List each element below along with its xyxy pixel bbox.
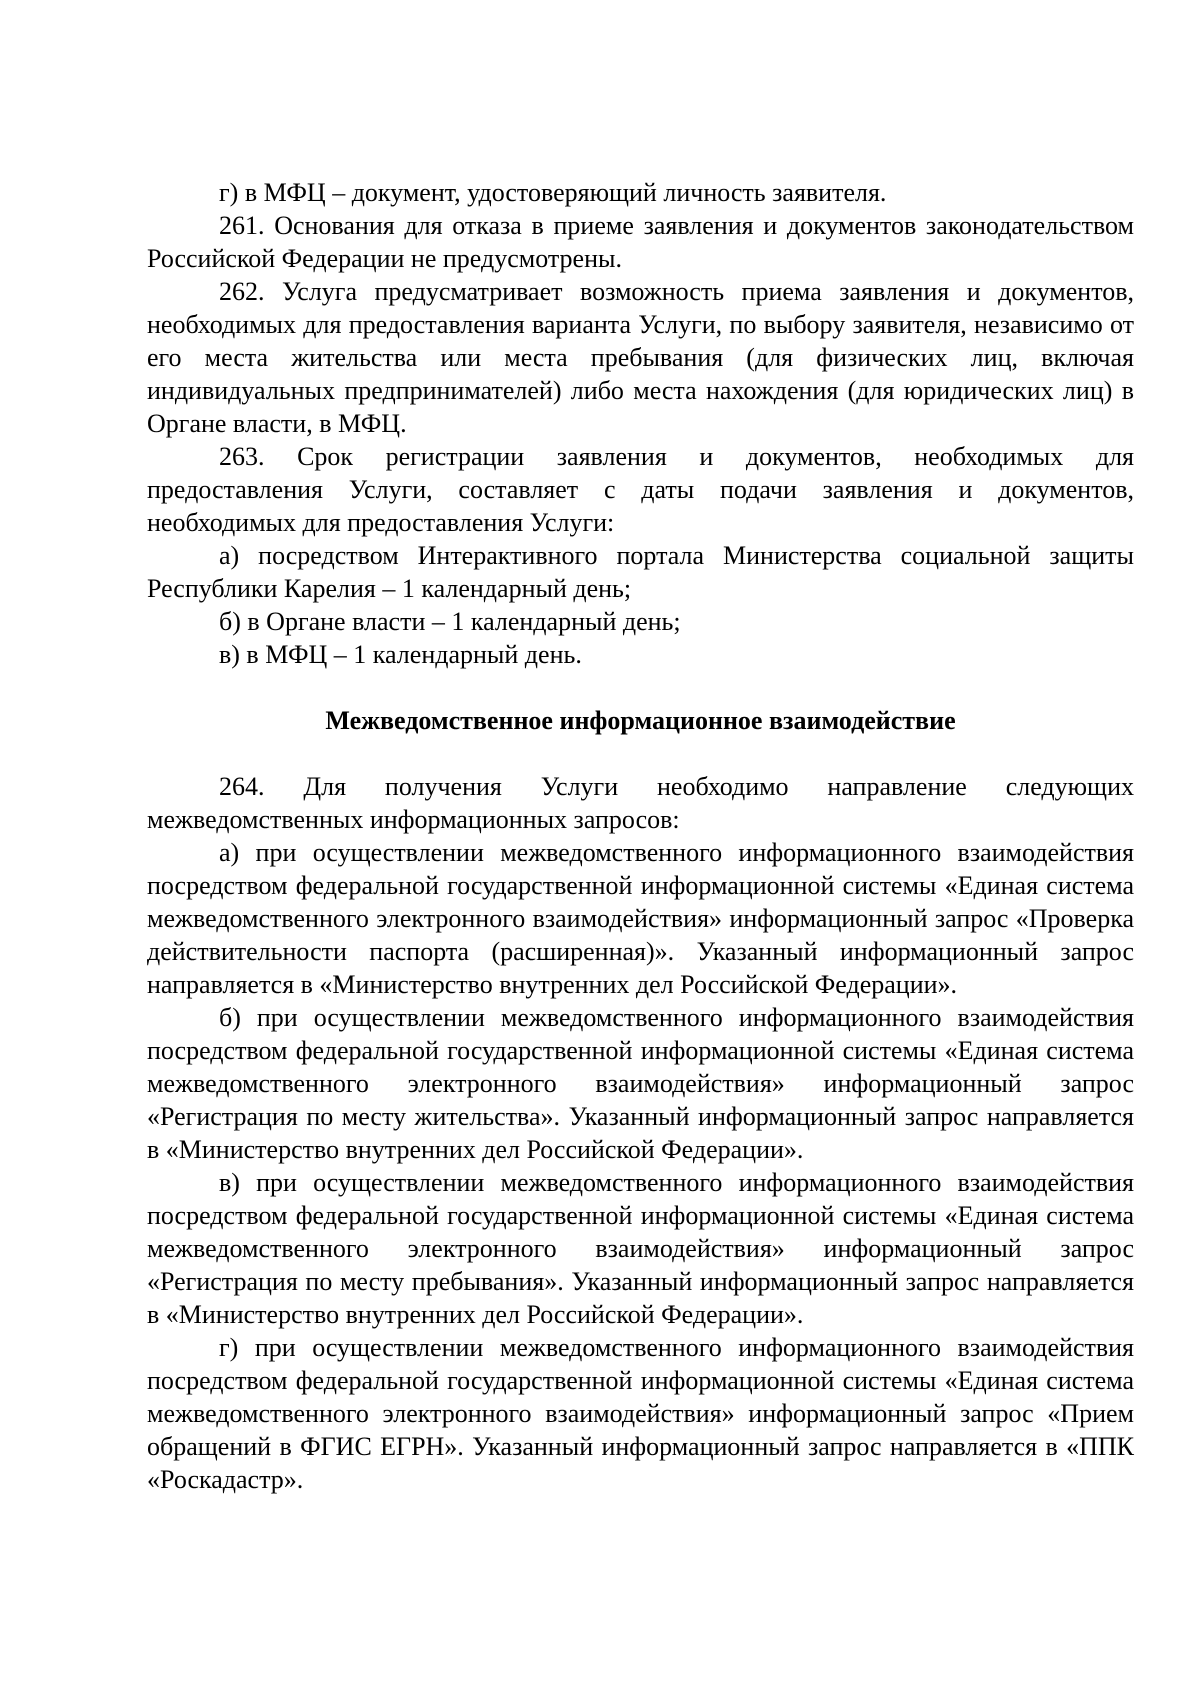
paragraph-264-a: а) при осуществлении межведомственного информационного взаимодействия посредством федеральной государственной информационной системы «Единая система межведомственного электронного взаимодействия» информационный запрос «Проверка действительности паспорта (расширенная)». Указанный информационный запрос направляется в «Министерство внутренних дел Российской Федерации». [147,838,1134,999]
paragraph-264: 264. Для получения Услуги необходимо направление следующих межведомственных информационных запросов: [147,772,1134,834]
paragraph-item-g-mfc-identity: г) в МФЦ – документ, удостоверяющий личность заявителя. [219,178,887,207]
paragraph-263-v: в) в МФЦ – 1 календарный день. [219,640,582,669]
section-heading: Межведомственное информационное взаимодействие [325,706,956,735]
paragraph-263: 263. Срок регистрации заявления и документов, необходимых для предоставления Услуги, составляет с даты подачи заявления и документов, необходимых для предоставления Услуги: [147,442,1134,537]
document-body [147,176,1134,1496]
paragraph-264-b: б) при осуществлении межведомственного информационного взаимодействия посредством федеральной государственной информационной системы «Единая система межведомственного электронного взаимодействия» информационный запрос «Регистрация по месту жительства». Указанный информационный запрос направляется в «Министерство внутренних дел Российской Федерации». [147,1003,1134,1164]
paragraph-264-g: г) при осуществлении межведомственного информационного взаимодействия посредством федеральной государственной информационной системы «Единая система межведомственного электронного взаимодействия» информационный запрос «Прием обращений в ФГИС ЕГРН». Указанный информационный запрос направляется в «ППК «Роскадастр». [147,1333,1134,1494]
paragraph-262: 262. Услуга предусматривает возможность приема заявления и документов, необходимых для предоставления варианта Услуги, по выбору заявителя, независимо от его места жительства или места пребывания (для физических лиц, включая индивидуальных предпринимателей) либо места нахождения (для юридических лиц) в Органе власти, в МФЦ. [147,277,1134,438]
paragraph-263-b: б) в Органе власти – 1 календарный день; [219,607,681,636]
paragraph-263-a: а) посредством Интерактивного портала Министерства социальной защиты Республики Карелия – 1 календарный день; [147,541,1134,603]
paragraph-264-v: в) при осуществлении межведомственного информационного взаимодействия посредством федеральной государственной информационной системы «Единая система межведомственного электронного взаимодействия» информационный запрос «Регистрация по месту пребывания». Указанный информационный запрос направляется в «Министерство внутренних дел Российской Федерации». [147,1168,1134,1329]
paragraph-261: 261. Основания для отказа в приеме заявления и документов законодательством Российской Федерации не предусмотрены. [147,211,1134,273]
